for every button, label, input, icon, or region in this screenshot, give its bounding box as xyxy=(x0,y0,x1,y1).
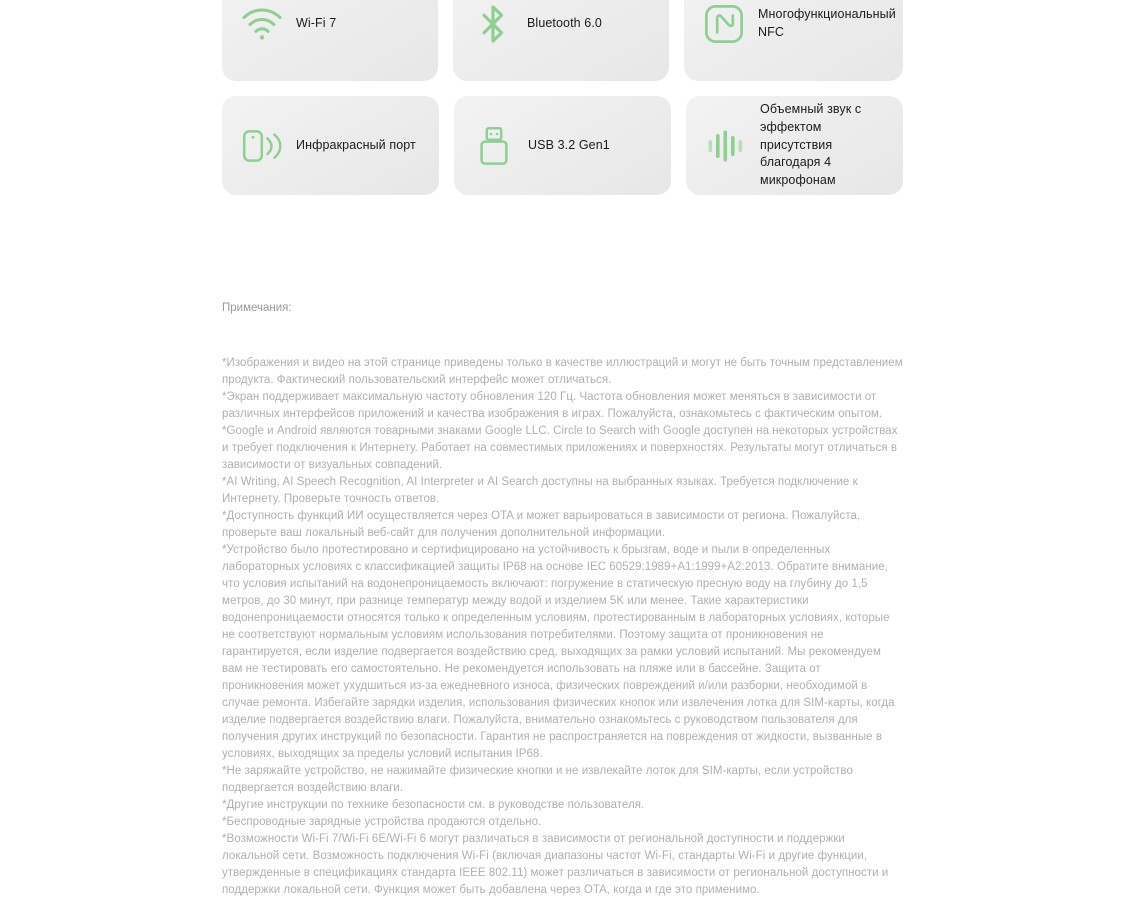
note-item: *Беспроводные зарядные устройства продаются отдельно. xyxy=(222,816,542,829)
wifi-icon xyxy=(240,2,284,46)
note-item: *AI Writing, AI Speech Recognition, AI Interpreter и AI Search доступны на выбранных языках. Требуется подключение к Интернету. Проверьте точность ответов. xyxy=(222,476,858,506)
notes-section xyxy=(222,300,904,899)
usb-icon xyxy=(472,124,516,168)
note-item: *Google и Android являются товарными знаками Google LLC. Circle to Search with Google доступен на некоторых устройствах и требует подключения к Интернету. Работает на совместимых приложениях и поверхностях. Результаты могут отличаться в зависимости от визуальных совпадений. xyxy=(222,425,898,472)
feature-card-nfc xyxy=(684,0,903,81)
note-item: *Доступность функций ИИ осуществляется через OTA и может варьироваться в зависимости от региона. Пожалуйста, проверьте ваш локальный веб-сайт для получения дополнительной информации. xyxy=(222,510,861,540)
infrared-port-icon xyxy=(240,124,284,168)
feature-label: Инфракрасный порт xyxy=(296,137,416,152)
note-item: *Возможности Wi-Fi 7/Wi-Fi 6E/Wi-Fi 6 могут различаться в зависимости от региональной доступности и поддержки локальной сети. Возможность подключения Wi-Fi (включая диапазоны частот Wi-Fi, стандарты Wi-Fi и другие функции, утвержденные в спецификациях стандарта IEEE 802.11) может различаться в зависимости от региональной доступности и поддержки локальной сети. Функция может быть добавлена через OTA, когда и где это применимо. xyxy=(222,833,889,897)
feature-card-row xyxy=(222,0,903,81)
feature-card-row xyxy=(222,96,903,195)
feature-label: Объемный звук с эффектом присутствия благодаря 4 микрофонам xyxy=(760,102,862,188)
note-item: *Другие инструкции по технике безопасности см. в руководстве пользователя. xyxy=(222,799,645,812)
notes-list xyxy=(222,355,904,899)
feature-card-usb xyxy=(454,96,671,195)
feature-card-grid xyxy=(222,0,903,210)
note-item: *Изображения и видео на этой странице приведены только в качестве иллюстраций и могут не быть точным представлением продукта. Фактический пользовательский интерфейс может отличаться. xyxy=(222,357,903,387)
feature-card-surround-sound xyxy=(686,96,903,195)
feature-label: Bluetooth 6.0 xyxy=(527,15,602,30)
feature-card-infrared-port xyxy=(222,96,439,195)
feature-card-wifi xyxy=(222,0,438,81)
feature-label: USB 3.2 Gen1 xyxy=(528,137,610,152)
nfc-icon xyxy=(702,2,746,46)
note-item: *Устройство было протестировано и сертифицировано на устойчивость к брызгам, воде и пыли в определенных лабораторных условиях с классификацией защиты IP68 на основе IEC 60529:1989+A1:1999+A2:2013. Обратите внимание, что условия испытаний на водонепроницаемость включают: погружение в статическую пресную воду на глубину до 1,5 метров, до 30 минут, при разнице температур между водой и изделием 5K или менее. Такие характеристики водонепроницаемости относятся только к определенным условиям, протестированным в лабораторных условиях, которые не соответствуют нормальным условиям использования потребителями. Поэтому защита от проникновения не гарантируется, если изделие подвергается воздействию сред, выходящих за рамки условий испытаний. Мы рекомендуем вам не тестировать его самостоятельно. Не рекомендуется использовать на пляже или в бассейне. Защита от проникновения может ухудшиться из-за ежедневного износа, физических повреждений и/или разборки, необходимой в случае ремонта. Избегайте зарядки изделия, использования физических кнопок или извлечения лотка для SIM-карты, когда изделие подвергается воздействию влаги. Пожалуйста, внимательно ознакомьтесь с руководством пользователя для получения других инструкций по безопасности. Гарантия не распространяется на повреждения от жидкости, вызванные в условиях, выходящих за пределы условий испытания IP68. xyxy=(222,544,895,761)
feature-label: Wi-Fi 7 xyxy=(296,15,337,30)
bluetooth-icon xyxy=(471,2,515,46)
feature-label: Многофункциональный NFC xyxy=(758,6,896,39)
notes-title: Примечания: xyxy=(222,302,292,314)
surround-sound-icon xyxy=(704,124,748,168)
note-item: *Не заряжайте устройство, не нажимайте физические кнопки и не извлекайте лоток для SIM-карты, если устройство подвергается воздействию влаги. xyxy=(222,765,853,795)
note-item: *Экран поддерживает максимальную частоту обновления 120 Гц. Частота обновления может меняться в зависимости от различных интерфейсов приложений и качества изображения в играх. Пожалуйста, ознакомьтесь с фактическим опытом. xyxy=(222,391,883,421)
feature-card-bluetooth xyxy=(453,0,669,81)
